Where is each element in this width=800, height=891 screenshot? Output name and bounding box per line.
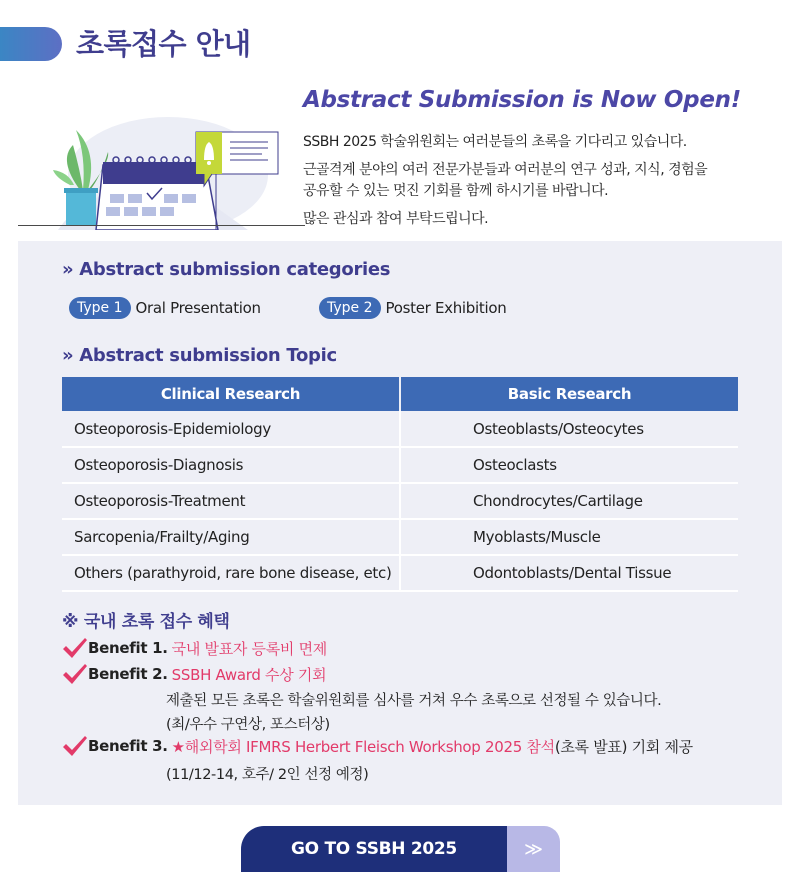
benefit-title: 국내 발표자 등록비 면제 (171, 639, 327, 658)
benefit-detail: (초록 발표) 기회 제공 (554, 737, 693, 756)
table-cell: Odontoblasts/Dental Tissue (400, 555, 738, 591)
title-accent-bar (0, 27, 62, 61)
benefit-label: Benefit 2. (88, 665, 168, 683)
table-row (62, 519, 738, 555)
category-type-1 (69, 297, 261, 319)
type-badge: Type 2 (319, 297, 381, 319)
info-panel (18, 241, 782, 805)
category-type-2 (319, 297, 506, 319)
table-row (62, 447, 738, 483)
go-to-ssbh-cta[interactable] (241, 826, 560, 872)
go-to-ssbh-button[interactable]: GO TO SSBH 2025 (241, 826, 507, 872)
benefit-label: Benefit 3. (88, 737, 168, 755)
table-cell: Chondrocytes/Cartilage (400, 483, 738, 519)
checkmark-icon (62, 637, 88, 659)
table-row (62, 411, 738, 447)
topics-heading: » Abstract submission Topic (62, 345, 337, 366)
categories-heading: » Abstract submission categories (62, 259, 391, 280)
page-title: 초록접수 안내 (76, 27, 251, 61)
benefit-1 (62, 637, 327, 659)
table-cell: Osteoporosis-Treatment (62, 483, 400, 519)
benefit-2-description: 제출된 모든 초록은 학술위원회를 심사를 거쳐 우수 초록으로 선정될 수 있습니다. (166, 693, 662, 709)
intro-line: SSBH 2025 학술위원회는 여러분들의 초록을 기다리고 있습니다. (303, 134, 687, 150)
type-badge: Type 1 (69, 297, 131, 319)
table-cell: Osteoporosis-Epidemiology (62, 411, 400, 447)
benefit-2-awards: (최/우수 구연상, 포스터상) (166, 717, 330, 733)
column-header-basic: Basic Research (400, 377, 738, 411)
table-cell: Osteoporosis-Diagnosis (62, 447, 400, 483)
benefit-label: Benefit 1. (88, 639, 168, 657)
table-cell: Osteoclasts (400, 447, 738, 483)
benefit-title: ★해외학회 IFMRS Herbert Fleisch Workshop 2025 참석 (171, 737, 555, 756)
topics-table (62, 377, 738, 592)
double-chevron-right-icon[interactable]: ≫ (507, 826, 560, 872)
table-row (62, 555, 738, 591)
table-cell: Osteoblasts/Osteocytes (400, 411, 738, 447)
table-cell: Others (parathyroid, rare bone disease, etc) (62, 555, 400, 591)
table-cell: Sarcopenia/Frailty/Aging (62, 519, 400, 555)
intro-heading: Abstract Submission is Now Open! (303, 87, 741, 113)
benefit-3-schedule: (11/12-14, 호주/ 2인 선정 예정) (166, 767, 369, 783)
intro-line: 많은 관심과 참여 부탁드립니다. (303, 211, 489, 227)
benefit-title: SSBH Award 수상 기회 (171, 665, 327, 684)
calendar-illustration (18, 90, 308, 230)
intro-line: 근골격계 분야의 여러 전문가분들과 여러분의 연구 성과, 지식, 경험을 (303, 162, 708, 178)
intro-divider (18, 225, 305, 226)
column-header-clinical: Clinical Research (62, 377, 400, 411)
checkmark-icon (62, 735, 88, 757)
checkmark-icon (62, 663, 88, 685)
intro-section (18, 80, 782, 226)
table-header-row (62, 377, 738, 411)
benefits-heading: ※ 국내 초록 접수 혜택 (62, 612, 230, 632)
table-row (62, 483, 738, 519)
category-label: Poster Exhibition (385, 299, 507, 317)
benefit-2 (62, 663, 326, 685)
benefit-3 (62, 735, 693, 757)
table-cell: Myoblasts/Muscle (400, 519, 738, 555)
category-label: Oral Presentation (135, 299, 261, 317)
intro-line: 공유할 수 있는 멋진 기회를 함께 하시기를 바랍니다. (303, 183, 609, 199)
